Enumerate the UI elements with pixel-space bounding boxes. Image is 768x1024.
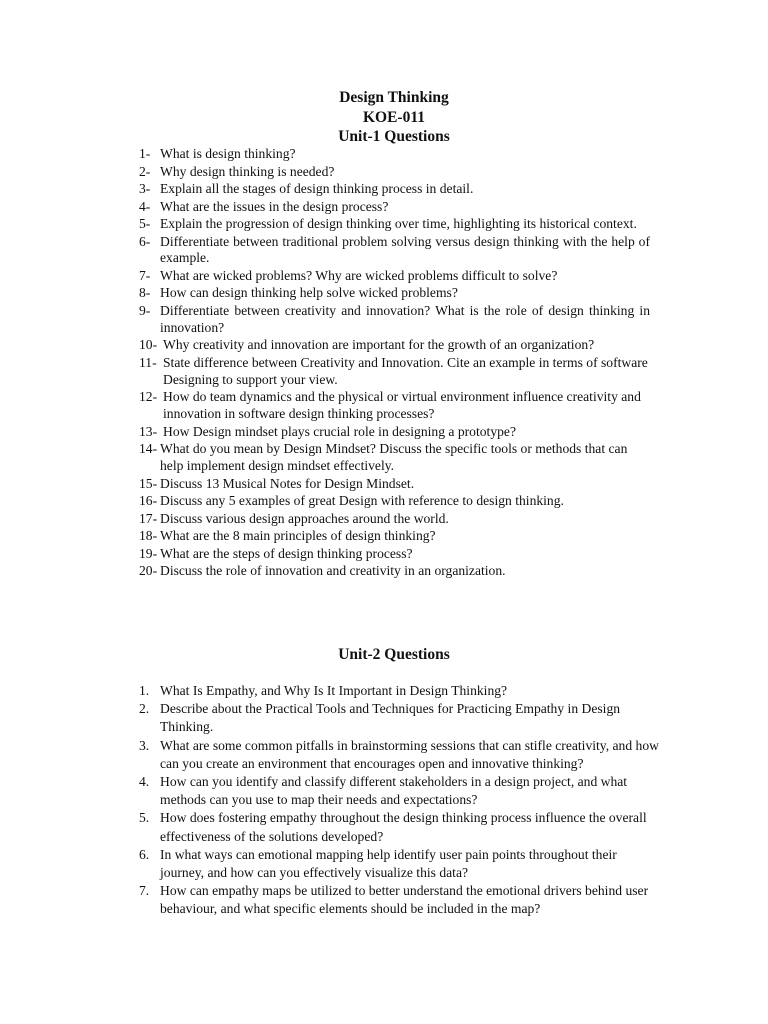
question-item bbox=[139, 528, 650, 545]
question-text: How does fostering empathy throughout the design thinking process influence the overall effectiveness of the solutions developed? bbox=[160, 810, 647, 844]
question-item bbox=[139, 476, 650, 493]
question-text: What are the issues in the design process? bbox=[160, 198, 389, 214]
question-item bbox=[139, 809, 659, 845]
question-number: 5. bbox=[139, 810, 150, 826]
question-item bbox=[139, 285, 650, 302]
question-item bbox=[139, 882, 659, 918]
question-number: 11- bbox=[139, 354, 157, 370]
question-number: 6- bbox=[139, 233, 151, 249]
question-text: Discuss any 5 examples of great Design with reference to design thinking. bbox=[160, 493, 564, 509]
question-number: 7. bbox=[139, 883, 150, 899]
unit2-question-list bbox=[139, 682, 659, 919]
question-item bbox=[139, 355, 650, 389]
question-number: 19- bbox=[139, 545, 158, 561]
question-text: Differentiate between traditional problem solving versus design thinking with the help of example. bbox=[160, 233, 650, 266]
question-item bbox=[139, 846, 659, 882]
question-number: 8- bbox=[139, 285, 151, 301]
unit1-heading: Unit-1 Questions bbox=[338, 128, 450, 145]
question-item bbox=[139, 682, 659, 700]
question-number: 14- bbox=[139, 441, 158, 457]
question-number: 13- bbox=[139, 423, 158, 439]
course-code: KOE-011 bbox=[362, 108, 425, 126]
question-text: Describe about the Practical Tools and Techniques for Practicing Empathy in Design Thinking. bbox=[160, 701, 621, 735]
question-text: What do you mean by Design Mindset? Discuss the specific tools or methods that can help implement design mindset effectively. bbox=[160, 441, 628, 474]
question-text: State difference between Creativity and Innovation. Cite an example in terms of software Designing to support your view. bbox=[163, 354, 648, 387]
question-item bbox=[139, 216, 650, 233]
question-item bbox=[139, 303, 650, 337]
question-item bbox=[139, 546, 650, 563]
question-item bbox=[139, 424, 650, 441]
question-text: Why creativity and innovation are important for the growth of an organization? bbox=[163, 337, 595, 353]
question-text: How do team dynamics and the physical or virtual environment influence creativity and innovation in software design thinking processes? bbox=[163, 389, 641, 422]
question-item bbox=[139, 441, 650, 475]
question-number: 5- bbox=[139, 216, 151, 231]
question-number: 3. bbox=[139, 737, 150, 753]
question-item bbox=[139, 563, 650, 580]
question-number: 18- bbox=[139, 528, 158, 544]
question-text: Differentiate between creativity and innovation? What is the role of design thinking in innovation? bbox=[160, 302, 650, 335]
question-text: How can empathy maps be utilized to better understand the emotional drivers behind user behaviour, and what specific elements should be included in the map? bbox=[160, 883, 649, 917]
question-text: What are some common pitfalls in brainstorming sessions that can stifle creativity, and how can you create an environment that encourages open and innovative thinking? bbox=[160, 737, 659, 771]
question-number: 10- bbox=[139, 337, 158, 353]
question-text: Discuss various design approaches around the world. bbox=[160, 510, 449, 526]
question-item bbox=[139, 181, 650, 198]
question-text: What are the steps of design thinking process? bbox=[160, 545, 413, 561]
question-number: 15- bbox=[139, 475, 158, 491]
question-item bbox=[139, 234, 650, 268]
question-number: 1. bbox=[139, 683, 150, 698]
question-number: 1- bbox=[139, 146, 151, 161]
question-text: What Is Empathy, and Why Is It Important in Design Thinking? bbox=[160, 683, 508, 698]
question-item bbox=[139, 700, 659, 736]
question-item bbox=[139, 389, 650, 423]
question-number: 20- bbox=[139, 563, 158, 579]
question-number: 4- bbox=[139, 198, 151, 214]
question-number: 6. bbox=[139, 846, 150, 862]
question-text: Explain the progression of design thinking over time, highlighting its historical context. bbox=[160, 216, 637, 231]
question-number: 17- bbox=[139, 510, 158, 526]
question-number: 7- bbox=[139, 267, 151, 283]
unit1-question-list bbox=[139, 146, 650, 581]
question-text: What are the 8 main principles of design thinking? bbox=[160, 528, 436, 544]
question-number: 2. bbox=[139, 701, 150, 717]
question-text: Discuss 13 Musical Notes for Design Mindset. bbox=[160, 475, 415, 491]
question-text: What is design thinking? bbox=[160, 146, 296, 161]
question-text: How can you identify and classify different stakeholders in a design project, and what methods can you use to map their needs and expectations? bbox=[160, 774, 628, 808]
question-item bbox=[139, 337, 650, 354]
question-item bbox=[139, 493, 650, 510]
question-text: Discuss the role of innovation and creativity in an organization. bbox=[160, 563, 506, 579]
question-item bbox=[139, 737, 659, 773]
question-text: What are wicked problems? Why are wicked problems difficult to solve? bbox=[160, 267, 558, 283]
question-text: Explain all the stages of design thinking process in detail. bbox=[160, 181, 474, 196]
question-text: How Design mindset plays crucial role in designing a prototype? bbox=[163, 423, 516, 439]
question-item bbox=[139, 268, 650, 285]
question-item bbox=[139, 146, 650, 163]
question-number: 4. bbox=[139, 774, 150, 790]
question-item bbox=[139, 164, 650, 181]
document-header bbox=[0, 88, 768, 147]
question-item bbox=[139, 511, 650, 528]
question-number: 3- bbox=[139, 181, 151, 196]
question-number: 12- bbox=[139, 389, 158, 405]
question-text: Why design thinking is needed? bbox=[160, 163, 335, 179]
question-number: 9- bbox=[139, 302, 151, 318]
question-text: How can design thinking help solve wicked problems? bbox=[160, 285, 458, 301]
unit2-heading: Unit-2 Questions bbox=[338, 646, 450, 663]
document-title: Design Thinking bbox=[339, 89, 449, 106]
question-item bbox=[139, 199, 650, 216]
question-text: In what ways can emotional mapping help identify user pain points throughout their journey, and how can you effectively visualize this data? bbox=[160, 846, 617, 881]
question-item bbox=[139, 773, 659, 809]
question-number: 2- bbox=[139, 163, 151, 179]
question-number: 16- bbox=[139, 493, 158, 509]
